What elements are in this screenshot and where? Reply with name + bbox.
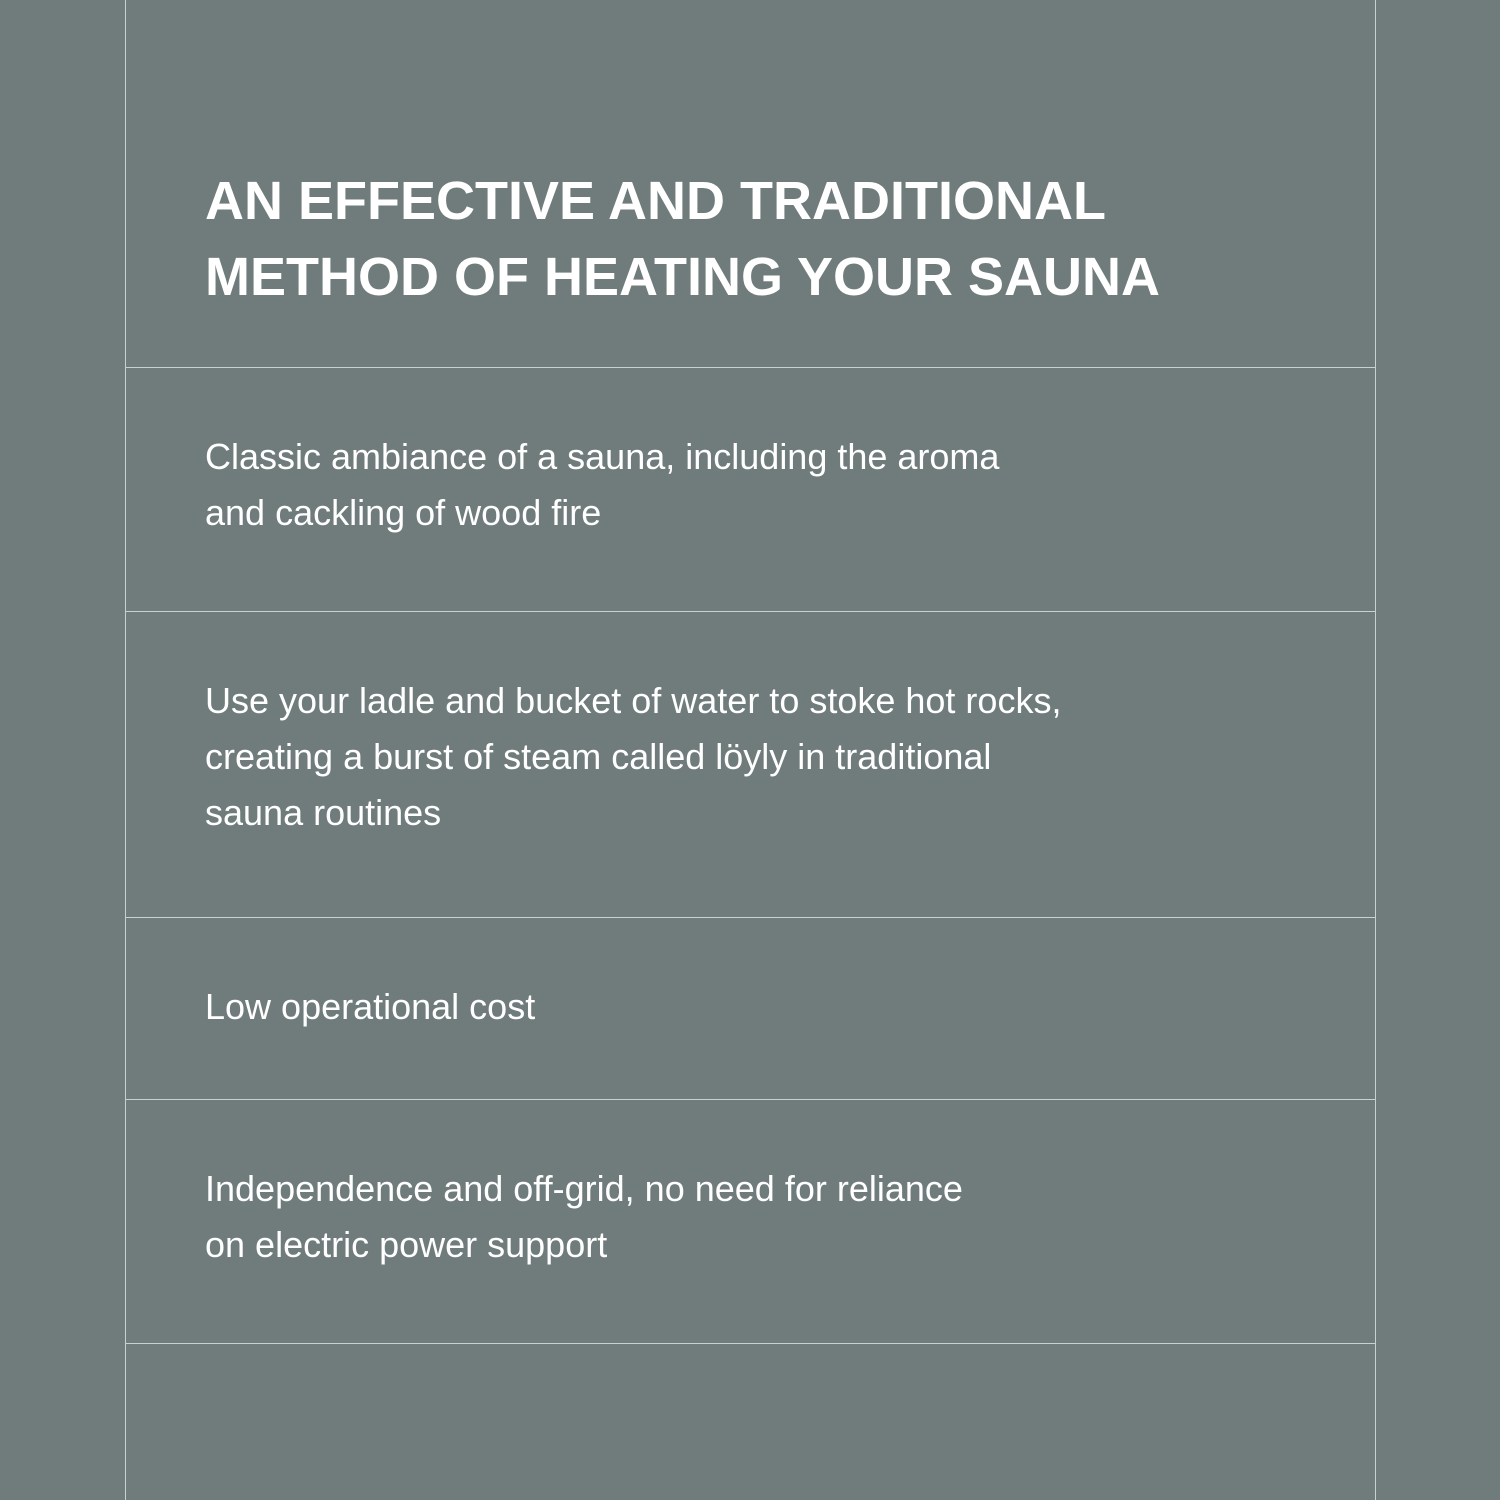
left-border bbox=[125, 0, 126, 1500]
divider bbox=[125, 1099, 1376, 1100]
feature-text: sauna routines bbox=[205, 792, 442, 833]
feature-text: Low operational cost bbox=[205, 986, 536, 1027]
feature-text: Classic ambiance of a sauna, including the aroma bbox=[205, 436, 1000, 477]
divider bbox=[125, 367, 1376, 368]
feature-text: Independence and off-grid, no need for reliance bbox=[205, 1168, 963, 1209]
feature-text: and cackling of wood fire bbox=[205, 492, 602, 533]
divider bbox=[125, 611, 1376, 612]
title-line: METHOD OF HEATING YOUR SAUNA bbox=[205, 247, 1161, 307]
page-title bbox=[205, 163, 1160, 315]
feature-loyly bbox=[205, 673, 1061, 841]
divider bbox=[125, 1343, 1376, 1344]
divider bbox=[125, 917, 1376, 918]
feature-text: creating a burst of steam called löyly in traditional bbox=[205, 736, 992, 777]
feature-off-grid bbox=[205, 1161, 963, 1273]
feature-ambiance bbox=[205, 429, 999, 541]
title-line: AN EFFECTIVE AND TRADITIONAL bbox=[205, 171, 1106, 231]
feature-text: Use your ladle and bucket of water to stoke hot rocks, bbox=[205, 680, 1062, 721]
right-border bbox=[1375, 0, 1376, 1500]
feature-cost bbox=[205, 979, 535, 1035]
feature-text: on electric power support bbox=[205, 1224, 608, 1265]
